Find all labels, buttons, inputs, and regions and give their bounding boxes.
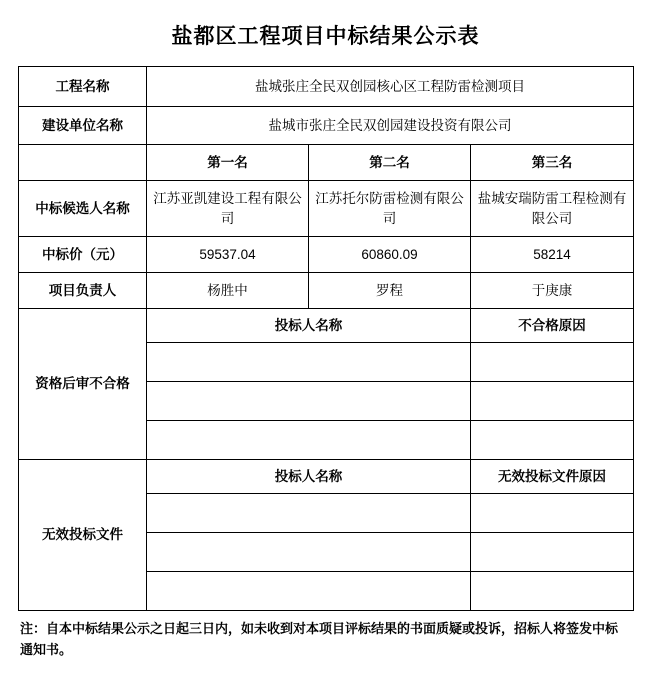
- unqualified-reason-cell: [471, 382, 634, 421]
- candidate-third: 盐城安瑞防雷工程检测有限公司: [471, 181, 634, 237]
- rank-second: 第二名: [309, 145, 471, 181]
- manager-second: 罗程: [309, 273, 471, 309]
- unqualified-reason-cell: [471, 421, 634, 460]
- price-second: 60860.09: [309, 237, 471, 273]
- rank-first: 第一名: [147, 145, 309, 181]
- price-third: 58214: [471, 237, 634, 273]
- unqualified-reason-cell: [471, 343, 634, 382]
- page-title: 盐都区工程项目中标结果公示表: [171, 25, 480, 48]
- unit-name-label: 建设单位名称: [19, 107, 147, 145]
- unit-name-value: 盐城市张庄全民双创园建设投资有限公司: [147, 107, 634, 145]
- table-row-ranks: [19, 145, 634, 181]
- invalid-name-cell: [147, 494, 471, 533]
- unqualified-name-cell: [147, 382, 471, 421]
- rank-label-cell: [19, 145, 147, 181]
- table-row-price: [19, 237, 634, 273]
- manager-label: 项目负责人: [19, 273, 147, 309]
- price-label: 中标价（元）: [19, 237, 147, 273]
- table-row: [19, 67, 634, 107]
- table-row-unqualified-head: [19, 309, 634, 343]
- unqualified-name-cell: [147, 421, 471, 460]
- invalid-label: 无效投标文件: [19, 460, 147, 611]
- unqualified-col-reason: 不合格原因: [471, 309, 634, 343]
- candidate-label: 中标候选人名称: [19, 181, 147, 237]
- table-row: [19, 107, 634, 145]
- unqualified-label: 资格后审不合格: [19, 309, 147, 460]
- invalid-name-cell: [147, 572, 471, 611]
- price-first: 59537.04: [147, 237, 309, 273]
- invalid-reason-cell: [471, 572, 634, 611]
- unqualified-name-cell: [147, 343, 471, 382]
- table-row-candidates: [19, 181, 634, 237]
- invalid-col-name: 投标人名称: [147, 460, 471, 494]
- invalid-reason-cell: [471, 533, 634, 572]
- invalid-reason-cell: [471, 494, 634, 533]
- table-row-manager: [19, 273, 634, 309]
- invalid-name-cell: [147, 533, 471, 572]
- footer-note-line-2: 通知书。: [20, 641, 73, 657]
- project-name-value: 盐城张庄全民双创园核心区工程防雷检测项目: [147, 67, 634, 107]
- candidate-first: 江苏亚凯建设工程有限公司: [147, 181, 309, 237]
- table-row-invalid-head: [19, 460, 634, 494]
- unqualified-col-name: 投标人名称: [147, 309, 471, 343]
- manager-third: 于庚康: [471, 273, 634, 309]
- footer-note: [18, 619, 633, 661]
- bid-result-table: [18, 66, 634, 611]
- footer-note-line-1: 注：自本中标结果公示之日起三日内，如未收到对本项目评标结果的书面质疑或投诉，招标人将签发中标: [20, 621, 619, 636]
- candidate-second: 江苏托尔防雷检测有限公司: [309, 181, 471, 237]
- manager-first: 杨胜中: [147, 273, 309, 309]
- rank-third: 第三名: [471, 145, 634, 181]
- invalid-col-reason: 无效投标文件原因: [471, 460, 634, 494]
- project-name-label: 工程名称: [19, 67, 147, 107]
